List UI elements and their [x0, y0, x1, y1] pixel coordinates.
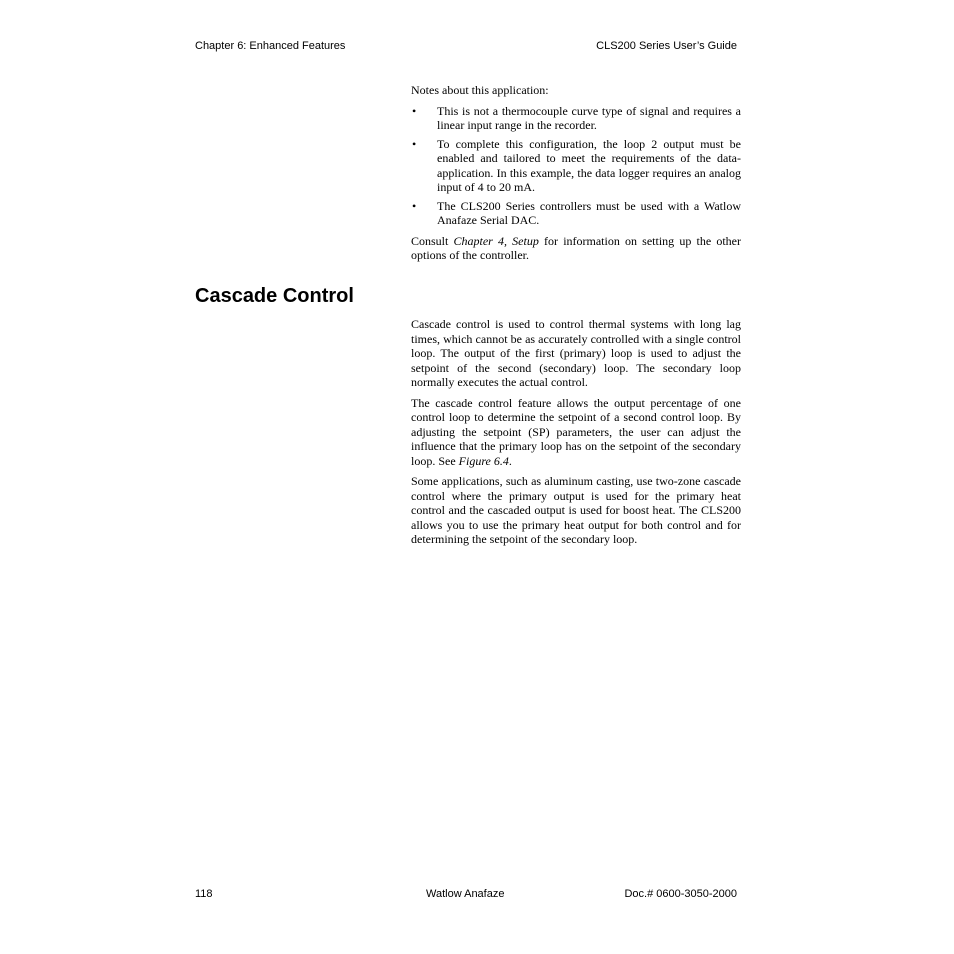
notes-bullet-list: [411, 104, 741, 228]
list-item: [411, 199, 741, 228]
footer-company: Watlow Anafaze: [426, 888, 505, 900]
list-item-text: The CLS200 Series controllers must be used with a Watlow Anafaze Serial DAC.: [437, 198, 741, 227]
cascade-paragraph-1: Cascade control is used to control thermal systems with long lag times, which cannot be as accurately controlled with a single control loop. The output of the first (primary) loop is used to adjust the setpoint of the second (secondary) loop. The secondary loop normally executes the actual control.: [411, 317, 741, 389]
list-item: [411, 137, 741, 195]
figure-reference: Figure 6.4: [458, 453, 509, 468]
cascade-paragraph-2: [411, 396, 741, 469]
cascade-section: [411, 317, 741, 553]
cascade-paragraph-3: Some applications, such as aluminum casting, use two-zone cascade control where the primary output is used for the primary heat control and the cascaded output is used for boost heat. The CLS200 allows you to use the primary heat output for both control and for determining the setpoint of the secondary loop.: [411, 474, 741, 546]
consult-text-after: for information on setting up the other options of the controller.: [411, 233, 742, 262]
consult-text-before: Consult: [411, 233, 454, 248]
running-header-title: CLS200 Series User’s Guide: [596, 40, 737, 52]
consult-paragraph: [411, 234, 741, 263]
section-heading: Cascade Control: [195, 285, 354, 307]
chapter-reference: Chapter 4, Setup: [453, 233, 539, 248]
running-header-chapter: Chapter 6: Enhanced Features: [195, 40, 346, 52]
footer-doc-number: Doc.# 0600-3050-2000: [624, 888, 737, 900]
para2-text-after: .: [508, 453, 512, 468]
bullet-icon: •: [412, 198, 417, 213]
list-item-text: To complete this configuration, the loop 2 output must be enabled and tailored to meet the requirements of the data-application. In this example, the data logger requires an analog input of 4 to 20 mA.: [437, 136, 741, 194]
notes-intro: Notes about this application:: [411, 83, 549, 97]
bullet-icon: •: [412, 103, 417, 118]
page-number: 118: [195, 888, 213, 900]
list-item: [411, 104, 741, 133]
para2-text-before: The cascade control feature allows the output percentage of one control loop to determine the setpoint of a second control loop. By adjusting the setpoint (SP) parameters, the user can adjust the influence that the primary loop has on the setpoint of the secondary loop. See: [411, 395, 741, 468]
bullet-icon: •: [412, 136, 417, 151]
list-item-text: This is not a thermocouple curve type of signal and requires a linear input range in the recorder.: [437, 103, 741, 132]
notes-section: [411, 83, 741, 269]
